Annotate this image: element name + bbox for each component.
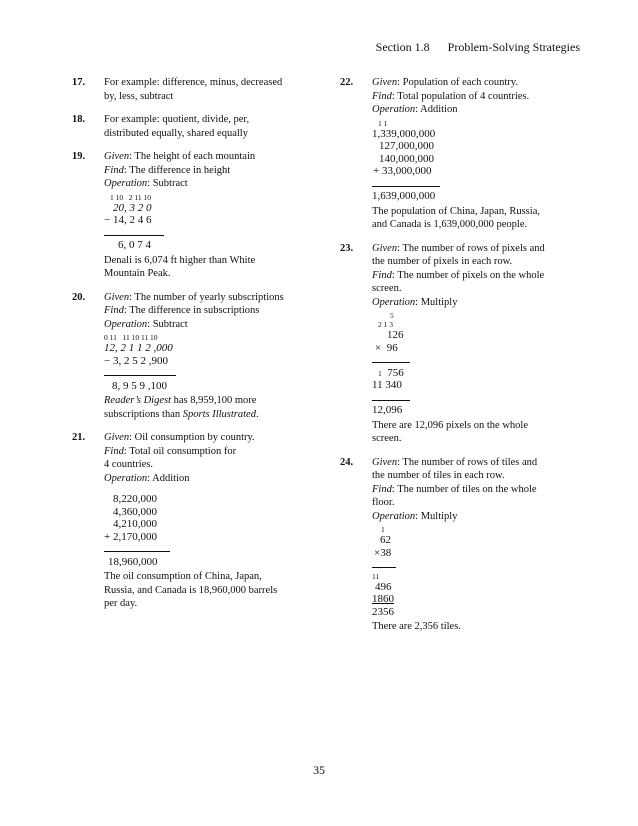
magazine-name: Reader’s Digest <box>104 395 171 406</box>
answer-line <box>104 408 312 422</box>
page-number: 35 <box>313 763 325 777</box>
problem-23 <box>340 242 570 446</box>
partial-product: 496 <box>375 580 392 593</box>
find-label: Find <box>104 305 124 316</box>
product: 12,096 <box>372 404 403 416</box>
operation-label: Operation <box>372 296 416 308</box>
addend: 140,000,000 <box>379 152 434 165</box>
subtraction-work <box>104 193 312 252</box>
find-line <box>372 269 570 283</box>
addend: 127,000,000 <box>379 140 434 152</box>
right-column <box>340 76 570 644</box>
operation-line <box>372 510 570 524</box>
given-text: : Oil consumption by country. <box>129 432 255 443</box>
addend: 1,339,000,000 <box>372 127 436 140</box>
find-text: : Total oil consumption for <box>123 445 237 457</box>
given-line <box>104 150 312 164</box>
find-text: : The difference in subscriptions <box>123 305 260 316</box>
subtrahend: − 3, 2 5 2 ,900 <box>104 354 168 367</box>
multiplier: × 96 <box>375 341 398 354</box>
subtrahend: − 14, 2 4 6 <box>104 214 152 226</box>
answer-line: per day. <box>104 598 138 609</box>
answer-line: Denali is 6,074 ft higher than White <box>104 254 256 266</box>
find-line <box>372 483 570 497</box>
find-line: floor. <box>372 497 395 508</box>
operation-line <box>104 318 312 332</box>
find-label: Find <box>372 483 392 495</box>
given-text: : The number of yearly subscriptions <box>129 291 284 303</box>
given-label: Given <box>104 151 130 162</box>
addend: + 2,170,000 <box>104 530 157 543</box>
find-line: 4 countries. <box>104 459 153 470</box>
problem-number: 20. <box>72 291 86 303</box>
problem-17 <box>72 76 312 103</box>
addition-work <box>372 119 570 203</box>
find-label: Find <box>104 445 124 457</box>
text-line: For example: quotient, divide, per, <box>104 114 250 125</box>
operation-label: Operation <box>372 510 416 522</box>
answer-text: has 8,959,100 more <box>170 395 257 406</box>
problem-number: 18. <box>72 114 86 125</box>
given-line <box>104 291 312 305</box>
problem-22 <box>340 76 570 232</box>
partial-product: 756 <box>387 366 404 379</box>
find-label: Find <box>372 90 392 102</box>
given-line <box>372 456 570 470</box>
answer-text: subscriptions than <box>104 408 183 420</box>
problem-number: 23. <box>340 242 354 254</box>
given-line <box>372 76 570 90</box>
sum-rule <box>104 375 176 376</box>
difference: 6, 0 7 4 <box>118 239 151 251</box>
borrow-digits: 1 10 2 11 10 <box>110 192 151 202</box>
find-text: : Total population of 4 countries. <box>391 90 530 102</box>
answer-line: Mountain Peak. <box>104 268 171 279</box>
answer-line: and Canada is 1,639,000,000 people. <box>372 219 528 230</box>
problem-18 <box>72 113 312 140</box>
given-label: Given <box>372 77 398 88</box>
addition-work <box>104 493 312 568</box>
find-line <box>104 304 312 318</box>
product-rule <box>372 362 410 363</box>
left-column <box>72 76 312 621</box>
problem-20 <box>72 291 312 422</box>
product-rule <box>372 400 410 401</box>
problem-number: 17. <box>72 77 86 88</box>
operation-line <box>372 103 570 117</box>
operation-text: : Subtract <box>147 178 188 189</box>
answer-text: . <box>255 408 259 420</box>
problem-number: 21. <box>72 432 86 443</box>
partial-product: 11 340 <box>372 379 402 391</box>
multiplication-work <box>372 525 570 618</box>
given-line <box>104 431 312 445</box>
given-text: : The number of rows of tiles and <box>397 456 538 468</box>
answer-line: screen. <box>372 433 402 444</box>
carry-digits: 1 <box>378 368 382 378</box>
multiplicand: 62 <box>380 534 391 546</box>
problem-19 <box>72 150 312 281</box>
multiplicand: 126 <box>387 329 404 341</box>
product-rule <box>372 567 396 568</box>
section-title: Problem-Solving Strategies <box>447 40 580 54</box>
answer-line: Russia, and Canada is 18,960,000 barrels <box>104 584 278 596</box>
carry-digits: 11 <box>372 571 380 581</box>
addend: 4,360,000 <box>113 505 157 518</box>
subtraction-work <box>104 333 312 392</box>
given-line: the number of tiles in each row. <box>372 470 505 481</box>
text-line: distributed equally, shared equally <box>104 127 248 139</box>
carry-digits: 1 <box>381 525 385 534</box>
borrow-digits: 0 11 11 10 11 10 <box>104 333 158 342</box>
given-label: Given <box>372 242 398 254</box>
section-label: Section 1.8 <box>375 40 430 54</box>
addend: 4,210,000 <box>113 518 157 530</box>
operation-line <box>104 472 312 486</box>
operation-label: Operation <box>104 318 148 330</box>
problem-number: 19. <box>72 151 86 162</box>
multiplier: ×38 <box>374 546 392 559</box>
operation-text: : Multiply <box>415 510 458 522</box>
carry-digits: 2 1 3 <box>378 320 393 329</box>
operation-text: : Addition <box>147 472 190 484</box>
operation-line <box>372 296 570 310</box>
operation-line <box>104 177 312 191</box>
sum: 18,960,000 <box>108 555 158 568</box>
answer-line: The oil consumption of China, Japan, <box>104 571 262 582</box>
carry-digits: 5 <box>390 311 394 320</box>
operation-text: : Addition <box>415 104 458 115</box>
answer-line <box>104 394 312 408</box>
text-line: by, less, subtract <box>104 90 174 102</box>
sum-rule <box>372 186 440 187</box>
magazine-name: Sports Illustrated <box>182 408 256 420</box>
given-label: Given <box>372 456 398 468</box>
answer-line: There are 12,096 pixels on the whole <box>372 419 528 431</box>
partial-product: 1860 <box>372 593 394 605</box>
problem-21 <box>72 431 312 611</box>
page-header <box>376 40 580 55</box>
operation-label: Operation <box>104 472 148 484</box>
minuend: 12, 2 1 1 2 ,000 <box>104 342 173 354</box>
answer-line: The population of China, Japan, Russia, <box>372 205 540 217</box>
find-text: : The difference in height <box>123 164 231 176</box>
find-line: screen. <box>372 283 402 294</box>
given-label: Given <box>104 432 130 443</box>
problem-number: 24. <box>340 456 354 468</box>
find-line <box>372 90 570 104</box>
addend: + 33,000,000 <box>373 165 432 177</box>
carry-digits: 1 1 <box>378 118 388 128</box>
multiplication-work <box>372 311 570 417</box>
operation-text: : Subtract <box>147 318 188 330</box>
find-line <box>104 164 312 178</box>
operation-label: Operation <box>104 178 148 189</box>
difference: 8, 9 5 9 ,100 <box>112 379 167 392</box>
product: 2356 <box>372 605 394 618</box>
problem-24 <box>340 456 570 634</box>
text-line: For example: difference, minus, decreased <box>104 77 283 88</box>
operation-label: Operation <box>372 104 416 115</box>
partial-product-row <box>372 367 570 380</box>
given-line <box>372 242 570 256</box>
find-line <box>104 445 312 459</box>
sum: 1,639,000,000 <box>372 190 436 202</box>
given-line: the number of pixels in each row. <box>372 256 513 267</box>
addend: 8,220,000 <box>113 493 157 505</box>
find-text: : The number of tiles on the whole <box>391 483 537 495</box>
find-label: Find <box>104 164 124 176</box>
minuend: 20, 3 2 0 <box>113 201 152 214</box>
given-label: Given <box>104 291 130 303</box>
problem-number: 22. <box>340 77 354 88</box>
answer-line: There are 2,356 tiles. <box>372 621 461 632</box>
find-label: Find <box>372 269 392 281</box>
operation-text: : Multiply <box>415 296 458 308</box>
sum-rule <box>104 551 170 552</box>
find-text: : The number of pixels on the whole <box>391 269 545 281</box>
given-text: : The number of rows of pixels and <box>397 242 545 254</box>
given-text: : Population of each country. <box>397 77 518 88</box>
given-text: : The height of each mountain <box>129 151 256 162</box>
sum-rule <box>104 235 164 236</box>
